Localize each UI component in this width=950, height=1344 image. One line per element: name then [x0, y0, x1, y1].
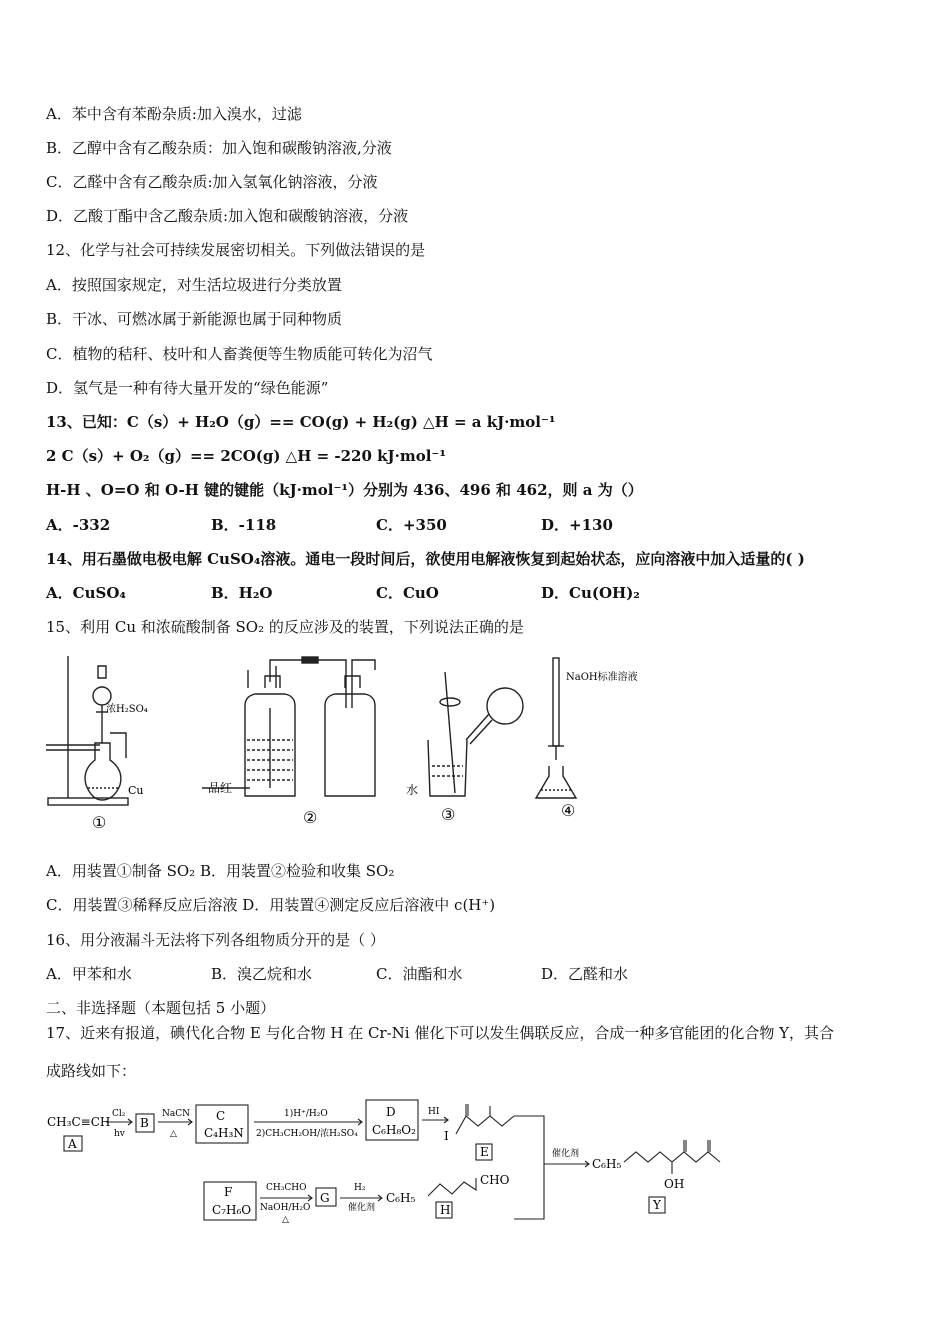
q16-option-b: B．溴乙烷和水	[211, 965, 313, 983]
q15-stem: 15、利用 Cu 和浓硫酸制备 SO₂ 的反应涉及的装置，下列说法正确的是	[46, 618, 524, 636]
label-f: F	[224, 1185, 233, 1199]
q14-option-b: B．H₂O	[211, 584, 273, 602]
label-c: C	[216, 1109, 226, 1123]
reagent-delta: △	[170, 1129, 177, 1139]
q13-options	[46, 514, 613, 535]
q14-option-d: D．Cu(OH)₂	[541, 584, 640, 602]
label-pinhong: 品红	[208, 781, 233, 795]
q12-stem: 12、化学与社会可持续发展密切相关。下列做法错误的是	[46, 241, 426, 259]
q13-option-a: A．-332	[46, 516, 111, 534]
reagent-delta-2: △	[282, 1215, 289, 1225]
q17-stem-line-1: 17、近来有报道，碘代化合物 E 与化合物 H 在 Cr-Ni 催化下可以发生偶联反应，合成一种多官能团的化合物 Y，其合	[46, 1024, 835, 1042]
device-1-number: ①	[92, 813, 107, 832]
label-e: E	[480, 1145, 489, 1159]
reagent-naoh: NaOH/H₂O	[260, 1203, 311, 1213]
reagent-catalyst-2: 催化剂	[348, 1203, 376, 1213]
q12-option-c: C．植物的秸秆、枝叶和人畜粪便等生物质能可转化为沼气	[46, 345, 433, 363]
q15-options-ab: A．用装置①制备 SO₂ B．用装置②检验和收集 SO₂	[46, 862, 395, 880]
q14-option-a: A．CuSO₄	[46, 584, 126, 602]
q13-equation-1: 13、已知：C（s）+ H₂O（g）== CO(g) + H₂(g) △H = a kJ·mol⁻¹	[46, 413, 556, 431]
group-phenyl-h: C₆H₅	[386, 1191, 416, 1205]
reagent-cl2: Cl₂	[112, 1109, 126, 1119]
q16-option-a: A．甲苯和水	[46, 965, 132, 983]
label-conc-h2so4: 浓H₂SO₄	[106, 704, 148, 715]
group-oh: OH	[664, 1177, 685, 1191]
label-water: 水	[406, 783, 419, 797]
q13-option-c: C．+350	[376, 516, 447, 534]
label-g: G	[320, 1191, 330, 1205]
reagent-h2: H₂	[354, 1183, 366, 1193]
formula-f: C₇H₆O	[212, 1203, 252, 1217]
q13-option-b: B．-118	[211, 516, 277, 534]
reagent-hi: HI	[428, 1107, 440, 1117]
label-naoh-standard: NaOH标准溶液	[566, 672, 638, 683]
label-h: H	[440, 1203, 451, 1217]
q14-stem: 14、用石墨做电极电解 CuSO₄溶液。通电一段时间后，欲使用电解液恢复到起始状态，应向溶液中加入适量的( )	[46, 550, 805, 568]
atom-iodine: I	[444, 1129, 449, 1143]
q13-option-d: D．+130	[541, 516, 613, 534]
reagent-nacn: NaCN	[162, 1109, 191, 1119]
q11-option-a: A．苯中含有苯酚杂质:加入溴水，过滤	[46, 105, 302, 123]
label-y: Y	[653, 1198, 661, 1212]
q12-option-d: D．氢气是一种有待大量开发的“绿色能源”	[46, 379, 329, 397]
q13-stem: H-H 、O=O 和 O-H 键的键能（kJ·mol⁻¹）分别为 436、496 和 462，则 a 为（）	[46, 481, 643, 499]
group-cho: CHO	[480, 1173, 510, 1187]
formula-c: C₄H₃N	[204, 1126, 244, 1140]
q11-option-b: B．乙醇中含有乙酸杂质：加入饱和碳酸钠溶液,分液	[46, 139, 392, 157]
label-d: D	[386, 1105, 396, 1119]
device-4-number: ④	[561, 801, 576, 820]
reagent-catalyst: 催化剂	[552, 1149, 580, 1159]
section-2-heading: 二、非选择题（本题包括 5 小题）	[46, 999, 276, 1017]
start-propyne: CH₃C≡CH	[47, 1115, 111, 1129]
label-b: B	[140, 1116, 149, 1130]
label-cu: Cu	[128, 784, 144, 797]
device-2-number: ②	[303, 808, 318, 827]
q16-option-c: C．油酯和水	[376, 965, 463, 983]
reagent-hv: hv	[114, 1129, 125, 1139]
q12-option-b: B．干冰、可燃冰属于新能源也属于同种物质	[46, 310, 343, 328]
q17-synthesis-scheme	[44, 1094, 804, 1229]
reagent-hydrolysis: 1)H⁺/H₂O	[284, 1109, 328, 1119]
q12-option-a: A．按照国家规定，对生活垃圾进行分类放置	[46, 276, 342, 294]
q17-stem-line-2: 成路线如下：	[46, 1062, 137, 1080]
reagent-acetaldehyde: CH₃CHO	[266, 1183, 307, 1193]
q16-stem: 16、用分液漏斗无法将下列各组物质分开的是（ ）	[46, 931, 385, 949]
reagent-esterification: 2)CH₃CH₂OH/浓H₂SO₄	[256, 1129, 358, 1139]
q11-option-d: D．乙酸丁酯中含乙酸杂质:加入饱和碳酸钠溶液，分液	[46, 207, 409, 225]
group-phenyl-y: C₆H₅	[592, 1157, 622, 1171]
label-a: A	[68, 1137, 77, 1151]
q14-option-c: C．CuO	[376, 584, 439, 602]
q13-equation-2: 2 C（s）+ O₂（g）== 2CO(g) △H = -220 kJ·mol⁻¹	[46, 447, 446, 465]
q11-option-c: C．乙醛中含有乙酸杂质:加入氢氧化钠溶液，分液	[46, 173, 378, 191]
q16-option-d: D．乙醛和水	[541, 965, 629, 983]
device-3-number: ③	[441, 805, 456, 824]
q15-apparatus-figure	[40, 648, 680, 834]
q14-options	[46, 582, 640, 603]
q15-options-cd: C．用装置③稀释反应后溶液 D．用装置④测定反应后溶液中 c(H⁺)	[46, 896, 496, 914]
q16-options	[46, 963, 628, 984]
formula-d: C₆H₈O₂	[372, 1123, 416, 1137]
